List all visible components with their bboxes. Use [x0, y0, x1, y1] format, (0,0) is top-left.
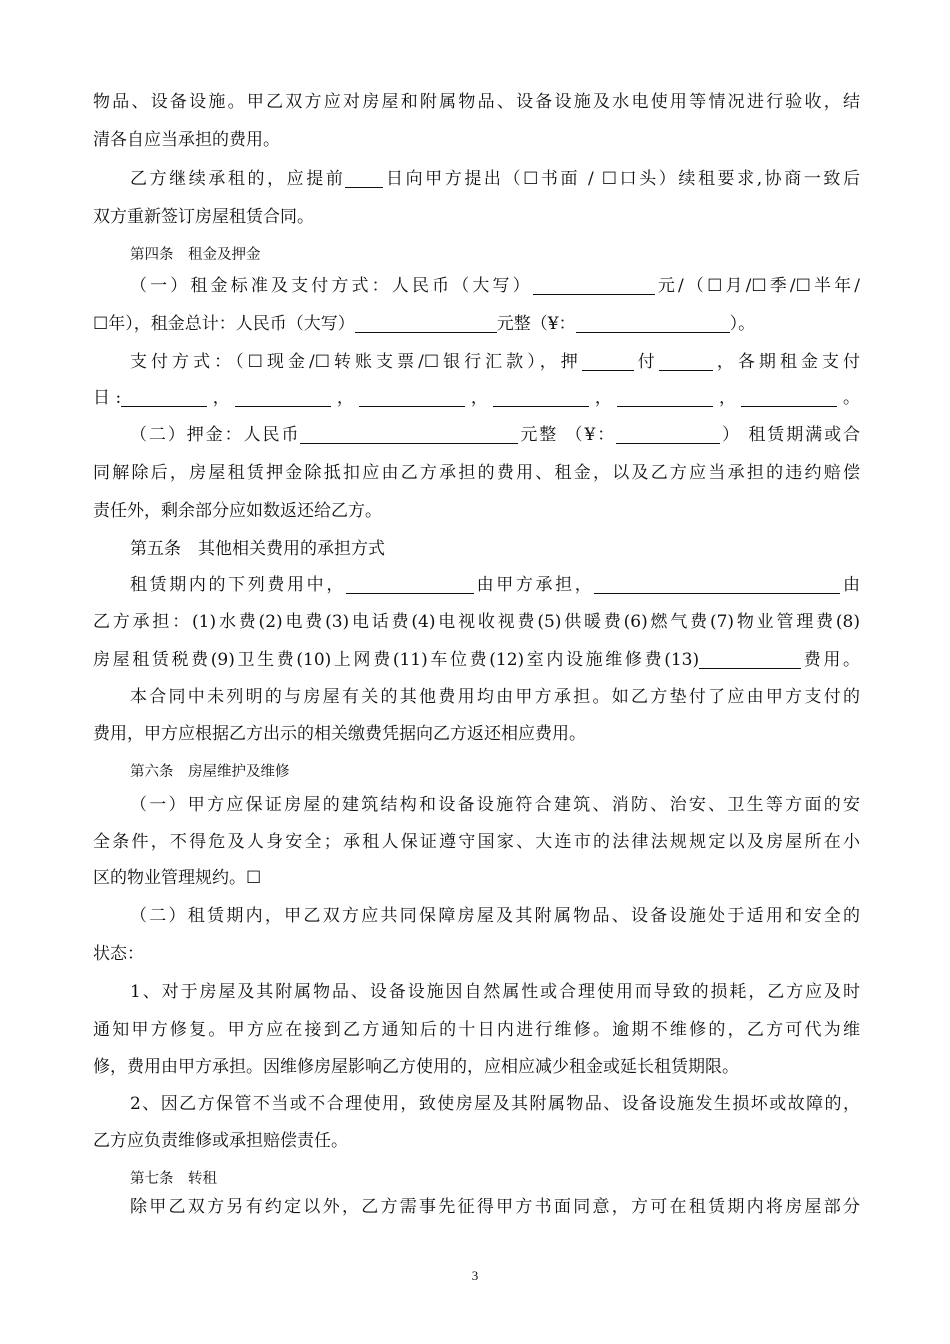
rent-total-yuan: 元整（¥：	[496, 314, 576, 334]
art5-fee-list: 房屋租赁税费(9)卫生费(10)上网费(11)车位费(12)室内设施维修费(13)	[93, 650, 700, 670]
art3-line-2: 清各自应当承担的费用。	[93, 130, 280, 150]
art4-deposit-line-3: 责任外，剩余部分应如数返还给乙方。	[93, 501, 382, 521]
rent-total-blank[interactable]	[355, 314, 497, 333]
art5-heading: 第五条 其他相关费用的承担方式	[130, 539, 385, 559]
art5-line-5: 费用，甲方应根据乙方出示的相关缴费凭据向乙方返还相应费用。	[93, 724, 586, 744]
payment-method-label: 支付方式：（	[130, 352, 248, 372]
rent-total-label: 年），租金总计：人民币（大写）	[108, 314, 355, 334]
sep: ，	[465, 388, 494, 408]
deposit-tail: ） 租赁期满或合	[720, 425, 860, 445]
payment-date-blank[interactable]	[741, 388, 837, 407]
art4-rent-line-2	[93, 314, 860, 334]
art5-text-c: 由	[840, 575, 861, 595]
art3-renewal-text-b: 日向甲方提出（	[383, 169, 524, 189]
pay-months-blank[interactable]	[659, 352, 713, 371]
deposit-number-blank[interactable]	[616, 425, 720, 444]
art6-p2-line-2: 状态：	[93, 944, 144, 964]
rent-halfyear-label: 半年/	[810, 276, 861, 296]
art6-p1-text: 区的物业管理规约。	[93, 868, 246, 888]
landlord-fees-blank[interactable]	[346, 575, 474, 594]
art3-renewal-text-d: 口头）续租要求,协商一致后	[617, 169, 861, 189]
deposit-yuan: 元整 （¥：	[518, 425, 617, 445]
art5-line-2: 乙方承担：(1)水费(2)电费(3)电话费(4)电视收视费(5)供暖费(6)燃气费(7)物业管理费(8)	[93, 612, 860, 632]
art3-renewal-text-c: 书面 /	[538, 169, 602, 189]
rent-quarter-label: 季/	[766, 276, 796, 296]
art5-line-4: 本合同中未列明的与房屋有关的其他费用均由甲方承担。如乙方垫付了应由甲方支付的	[130, 687, 860, 707]
checkbox-icon[interactable]: ☐	[795, 276, 811, 296]
art6-item2-line-1: 2、因乙方保管不当或不合理使用，致使房屋及其附属物品、设备设施发生损坏或故障的，	[130, 1094, 860, 1114]
checkbox-icon[interactable]: ☐	[314, 352, 330, 372]
checkbox-icon[interactable]: ☐	[93, 314, 109, 334]
checkbox-icon[interactable]: ☐	[247, 352, 263, 372]
payment-date-blank[interactable]	[493, 388, 589, 407]
payment-date-blank[interactable]	[121, 388, 207, 407]
sep: ，	[331, 388, 360, 408]
art7-heading: 第七条 转租	[130, 1171, 217, 1187]
art3-renewal-text-a: 乙方继续承租的，应提前	[130, 169, 346, 189]
renewal-days-blank[interactable]	[345, 169, 383, 188]
checkbox-icon[interactable]: ☐	[707, 276, 723, 296]
rent-standard-label: （一）租金标准及支付方式：人民币（大写）	[130, 276, 533, 296]
art5-line-1	[130, 575, 860, 595]
art5-line-3	[93, 650, 860, 670]
art4-heading: 第四条 租金及押金	[130, 247, 261, 263]
art3-line-4: 双方重新签订房屋租赁合同。	[93, 207, 314, 227]
art7-line-1: 除甲乙双方另有约定以外，乙方需事先征得甲方书面同意，方可在租赁期内将房屋部分	[130, 1197, 860, 1217]
art6-p1-line-3	[93, 868, 860, 888]
rent-total-number-blank[interactable]	[576, 314, 730, 333]
checkbox-icon[interactable]: ☐	[601, 169, 618, 189]
art6-p2-line-1: （二）租赁期内，甲乙双方应共同保障房屋及其附属物品、设备设施处于适用和安全的	[130, 906, 860, 926]
art4-payment-dates-line	[93, 388, 860, 408]
art6-heading: 第六条 房屋维护及维修	[130, 764, 290, 780]
payment-date-blank[interactable]	[235, 388, 331, 407]
art6-p1-line-1: （一）甲方应保证房屋的建筑结构和设备设施符合建筑、消防、治安、卫生等方面的安	[130, 795, 860, 815]
art6-item1-line-3: 修，费用由甲方承担。因维修房屋影响乙方使用的，应相应减少租金或延长租赁期限。	[93, 1057, 739, 1077]
payment-date-blank[interactable]	[359, 388, 465, 407]
checkbox-icon[interactable]: ☐	[246, 868, 262, 888]
art5-fee-end: 费用。	[801, 650, 861, 670]
art6-p1-line-2: 全条件，不得危及人身安全；承租人保证遵守国家、大连市的法律法规规定以及房屋所在小	[93, 832, 860, 852]
tenant-fees-blank[interactable]	[594, 575, 840, 594]
art6-item1-line-1: 1、对于房屋及其附属物品、设备设施因自然属性或合理使用而导致的损耗，乙方应及时	[130, 982, 860, 1002]
rent-month-label: 月/	[722, 276, 752, 296]
art5-text-b: 由甲方承担，	[473, 575, 595, 595]
sep: ，	[713, 388, 742, 408]
payment-cheque-label: 转账支票/	[329, 352, 424, 372]
art5-text-a: 租赁期内的下列费用中，	[130, 575, 346, 595]
payment-date-label: ，各期租金支付	[712, 352, 861, 372]
art4-deposit-line-2: 同解除后，房屋租赁押金除抵扣应由乙方承担的费用、租金，以及乙方应当承担的违约赔偿	[93, 463, 860, 483]
other-fee-blank[interactable]	[699, 650, 801, 669]
pay-label: 付	[633, 352, 659, 372]
payment-bank-label: 银行汇款），押	[439, 352, 582, 372]
rent-amount-blank[interactable]	[533, 276, 655, 295]
deposit-amount-blank[interactable]	[300, 425, 518, 444]
checkbox-icon[interactable]: ☐	[423, 352, 440, 372]
rent-unit-text: 元/（	[654, 276, 708, 296]
deposit-months-blank[interactable]	[582, 352, 634, 371]
sep: ，	[589, 388, 618, 408]
art6-item2-line-2: 乙方应负责维修或承担赔偿责任。	[93, 1131, 348, 1151]
payment-day-label: 日:	[93, 388, 122, 408]
checkbox-icon[interactable]: ☐	[523, 169, 539, 189]
deposit-label: （二）押金：人民币	[130, 425, 301, 445]
art3-renewal-line	[130, 169, 860, 189]
art4-payment-line	[130, 352, 860, 372]
payment-cash-label: 现金/	[262, 352, 315, 372]
sep: 。	[837, 388, 861, 408]
sep: ，	[207, 388, 236, 408]
checkbox-icon[interactable]: ☐	[751, 276, 767, 296]
payment-date-blank[interactable]	[617, 388, 713, 407]
page-number: 3	[471, 1268, 479, 1283]
art4-rent-line-1	[130, 276, 860, 296]
art4-deposit-line-1	[130, 425, 860, 445]
art6-item1-line-2: 通知甲方修复。甲方应在接到乙方通知后的十日内进行维修。逾期不维修的，乙方可代为维	[93, 1020, 860, 1040]
art3-line-1: 物品、设备设施。甲乙双方应对房屋和附属物品、设备设施及水电使用等情况进行验收，结	[93, 92, 860, 112]
rent-total-close: ）。	[729, 314, 756, 334]
